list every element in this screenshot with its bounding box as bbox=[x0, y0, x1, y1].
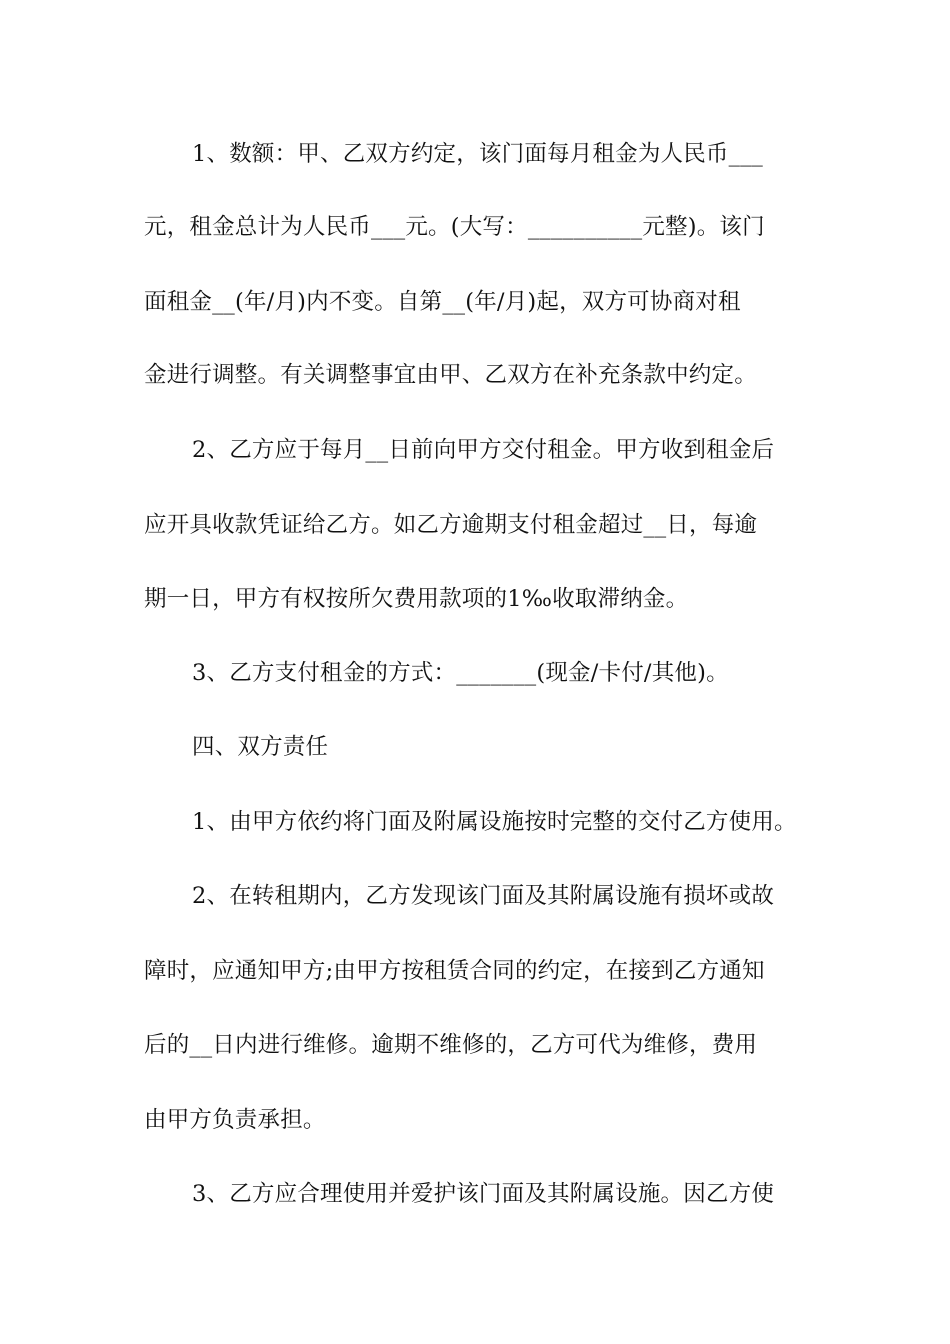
text-line-8: 3、乙方支付租金的方式：_______(现金/卡付/其他)。 bbox=[192, 660, 729, 686]
text-line-1: 1、数额：甲、乙双方约定，该门面每月租金为人民币___ bbox=[192, 141, 763, 167]
text-line-13: 后的__日内进行维修。逾期不维修的，乙方可代为维修，费用 bbox=[144, 1032, 758, 1058]
text-line-2: 元，租金总计为人民币___元。(大写：__________元整)。该门 bbox=[144, 214, 765, 240]
section-heading: 四、双方责任 bbox=[192, 734, 329, 760]
text-line-12: 障时，应通知甲方;由甲方按租赁合同的约定，在接到乙方通知 bbox=[144, 958, 765, 984]
text-line-14: 由甲方负责承担。 bbox=[144, 1107, 326, 1133]
text-line-4: 金进行调整。有关调整事宜由甲、乙双方在补充条款中约定。 bbox=[144, 362, 757, 388]
text-line-15: 3、乙方应合理使用并爱护该门面及其附属设施。因乙方使 bbox=[192, 1181, 775, 1207]
text-line-6: 应开具收款凭证给乙方。如乙方逾期支付租金超过__日，每逾 bbox=[144, 512, 758, 538]
text-line-7: 期一日，甲方有权按所欠费用款项的1‰收取滞纳金。 bbox=[144, 586, 689, 612]
text-line-11: 2、在转租期内，乙方发现该门面及其附属设施有损坏或故 bbox=[192, 883, 775, 909]
text-line-5: 2、乙方应于每月__日前向甲方交付租金。甲方收到租金后 bbox=[192, 437, 775, 463]
text-line-3: 面租金__(年/月)内不变。自第__(年/月)起，双方可协商对租 bbox=[144, 289, 741, 315]
text-line-10: 1、由甲方依约将门面及附属设施按时完整的交付乙方使用。 bbox=[192, 809, 797, 835]
